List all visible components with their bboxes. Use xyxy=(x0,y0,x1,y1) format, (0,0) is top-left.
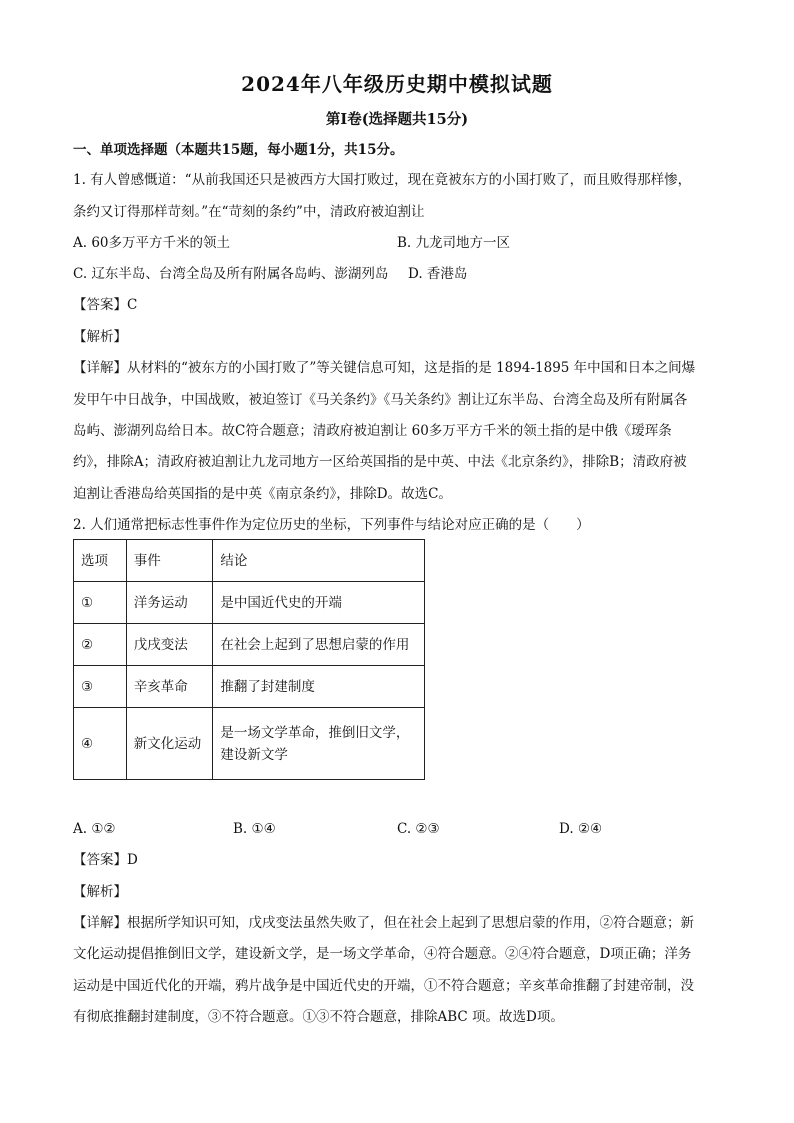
q1-option-c: C. 辽东半岛、台湾全岛及所有附属各岛屿、澎湖列岛 xyxy=(73,266,389,282)
table-row xyxy=(74,624,425,666)
q2-stem: 2. 人们通常把标志性事件作为定位历史的坐标，下列事件与结论对应正确的是（ ） xyxy=(73,517,590,533)
q2-detail-tag: 【详解】 xyxy=(73,915,127,931)
q2-options-row xyxy=(73,819,734,839)
row-option: ② xyxy=(74,624,127,666)
exam-title: 2024年八年级历史期中模拟试题 xyxy=(241,72,553,96)
section-subtitle: 第Ⅰ卷(选择题共15分) xyxy=(325,111,469,128)
q2-option-a: A. ①② xyxy=(73,821,116,837)
q2-table xyxy=(73,539,425,780)
table-row xyxy=(74,666,425,708)
q2-detail-line4: 有彻底推翻封建制度，③不符合题意。①③不符合题意，排除ABC 项。故选D项。 xyxy=(73,1009,564,1025)
q2-answer-value: D xyxy=(127,852,138,868)
q1-answer xyxy=(73,295,734,315)
table-header-row xyxy=(74,540,425,582)
q2-option-b: B. ①④ xyxy=(233,821,276,837)
row-conclusion-line1: 是一场文学革命，推倒旧文学， xyxy=(220,724,410,741)
q1-answer-tag: 【答案】 xyxy=(73,297,127,313)
q1-options-row1 xyxy=(73,233,734,253)
table-row xyxy=(74,582,425,624)
q2-answer xyxy=(73,850,734,870)
q2-detail-line2: 文化运动提倡推倒旧文学，建设新文学，是一场文学革命，④符合题意。②④符合题意，D项正确；洋务 xyxy=(73,946,692,962)
row-event: 辛亥革命 xyxy=(126,666,213,708)
q2-detail-text1: 根据所学知识可知，戊戌变法虽然失败了，但在社会上起到了思想启蒙的作用，②符合题意；新 xyxy=(127,915,694,931)
q1-detail-line2: 发甲午中日战争，中国战败，被迫签订《马关条约》《马关条约》割让辽东半岛、台湾全岛及所有附属各 xyxy=(73,392,688,408)
row-conclusion: 推翻了封建制度 xyxy=(213,666,425,708)
q1-detail-line4: 约》，排除A；清政府被迫割让九龙司地方一区给英国指的是中英、中法《北京条约》，排除B；清政府被 xyxy=(73,454,687,470)
q1-detail-tag: 【详解】 xyxy=(73,360,127,376)
q1-answer-value: C xyxy=(127,297,138,313)
q1-option-d: D. 香港岛 xyxy=(408,266,468,282)
row-conclusion: 是中国近代史的开端 xyxy=(213,582,425,624)
q1-stem-line2: 条约又订得那样苛刻。”在“苛刻的条约”中，清政府被迫割让 xyxy=(73,204,425,220)
q1-option-a: A. 60多万平方千米的领土 xyxy=(73,235,231,251)
row-conclusion: 在社会上起到了思想启蒙的作用 xyxy=(213,624,425,666)
q1-detail-line3: 岛屿、澎湖列岛给日本。故C符合题意；清政府被迫割让 60多万平方千米的领土指的是中俄《瑷珲条 xyxy=(73,423,672,439)
row-option: ④ xyxy=(74,708,127,780)
q1-detail-line5: 迫割让香港岛给英国指的是中英《南京条约》，排除D。故选C。 xyxy=(73,486,452,502)
row-option: ③ xyxy=(74,666,127,708)
header-option: 选项 xyxy=(74,540,127,582)
row-option: ① xyxy=(74,582,127,624)
row-event: 洋务运动 xyxy=(126,582,213,624)
q2-detail-line3: 运动是中国近代化的开端，鸦片战争是中国近代史的开端，①不符合题意；辛亥革命推翻了封建帝制，没 xyxy=(73,978,694,994)
row-conclusion-line2: 建设新文学 xyxy=(220,746,288,763)
table-row xyxy=(74,708,425,780)
header-conclusion: 结论 xyxy=(213,540,425,582)
q1-detail-line1 xyxy=(73,358,734,378)
q2-analysis-tag: 【解析】 xyxy=(73,884,127,900)
q2-option-c: C. ②③ xyxy=(397,821,440,837)
q1-detail-text1: 从材料的“被东方的小国打败了”等关键信息可知，这是指的是 1894-1895 年中国和日本之间爆 xyxy=(127,360,696,376)
q2-answer-tag: 【答案】 xyxy=(73,852,127,868)
q1-options-row2 xyxy=(73,264,734,284)
header-event: 事件 xyxy=(126,540,213,582)
q2-option-d: D. ②④ xyxy=(559,821,603,837)
q1-option-b: B. 九龙司地方一区 xyxy=(397,235,511,251)
q2-detail-line1 xyxy=(73,913,734,933)
q1-stem-line1: 1. 有人曾感慨道：“从前我国还只是被西方大国打败过，现在竟被东方的小国打败了，而且败得那样惨， xyxy=(73,172,692,188)
section-heading: 一、单项选择题（本题共15题，每小题1分，共15分。 xyxy=(73,142,404,158)
row-event: 新文化运动 xyxy=(126,708,213,780)
row-event: 戊戌变法 xyxy=(126,624,213,666)
q1-analysis-tag: 【解析】 xyxy=(73,329,127,345)
row-conclusion xyxy=(213,708,425,780)
